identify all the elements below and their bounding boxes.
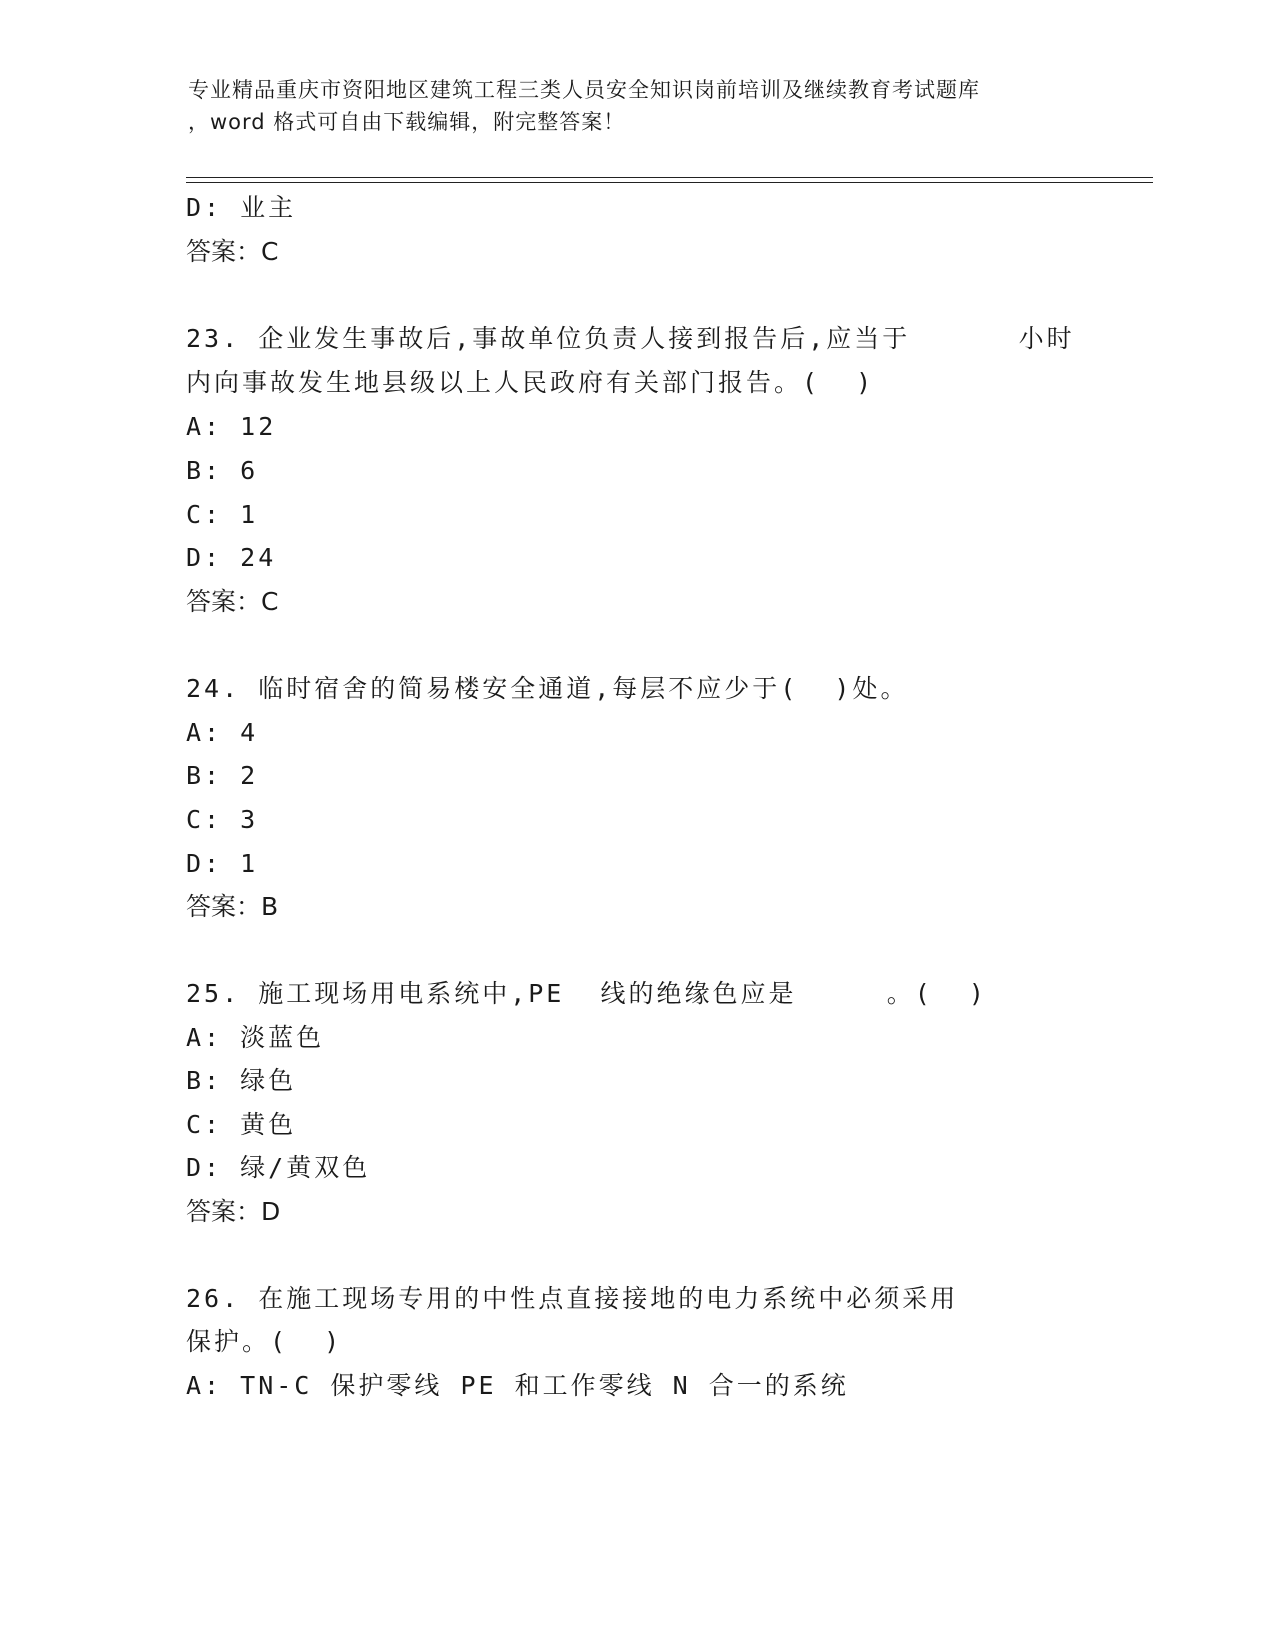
q23-option-a: A: 12 — [186, 412, 277, 441]
q23-answer: 答案：C — [186, 587, 279, 616]
document-header — [188, 74, 1088, 138]
header-line-2: ，word 格式可自由下载编辑，附完整答案！ — [188, 110, 626, 134]
q23-option-c: C: 1 — [186, 500, 259, 529]
prev-answer: 答案：C — [186, 237, 279, 266]
q24-answer: 答案：B — [186, 892, 279, 921]
q25-stem-line-1: 25. 施工现场用电系统中,PE 线的绝缘色应是 。( ) — [186, 979, 987, 1008]
prev-option-d: D: 业主 — [186, 193, 297, 222]
q24-option-a: A: 4 — [186, 718, 259, 747]
q23-stem-line-2: 内向事故发生地县级以上人民政府有关部门报告。( ) — [186, 368, 875, 397]
q23-option-d: D: 24 — [186, 543, 277, 572]
header-divider-top — [186, 177, 1153, 178]
q23-option-b: B: 6 — [186, 456, 259, 485]
header-divider-bottom — [186, 182, 1153, 183]
q25-answer: 答案：D — [186, 1197, 281, 1226]
q24-option-b: B: 2 — [186, 761, 259, 790]
q25-option-c: C: 黄色 — [186, 1110, 297, 1139]
q25-option-a: A: 淡蓝色 — [186, 1023, 325, 1052]
q25-option-d: D: 绿/黄双色 — [186, 1153, 371, 1182]
header-line-1: 专业精品重庆市资阳地区建筑工程三类人员安全知识岗前培训及继续教育考试题库 — [188, 78, 980, 102]
q26-stem-line-1: 26. 在施工现场专用的中性点直接接地的电力系统中必须采用 — [186, 1284, 959, 1313]
q23-stem-line-1: 23. 企业发生事故后,事故单位负责人接到报告后,应当于 小时 — [186, 324, 1075, 353]
q24-option-d: D: 1 — [186, 849, 259, 878]
q26-stem-line-2: 保护。( ) — [186, 1327, 343, 1356]
q24-stem-line-1: 24. 临时宿舍的简易楼安全通道,每层不应少于( )处。 — [186, 674, 909, 703]
q24-option-c: C: 3 — [186, 805, 259, 834]
q26-option-a: A: TN-C 保护零线 PE 和工作零线 N 合一的系统 — [186, 1371, 849, 1400]
q25-option-b: B: 绿色 — [186, 1066, 297, 1095]
